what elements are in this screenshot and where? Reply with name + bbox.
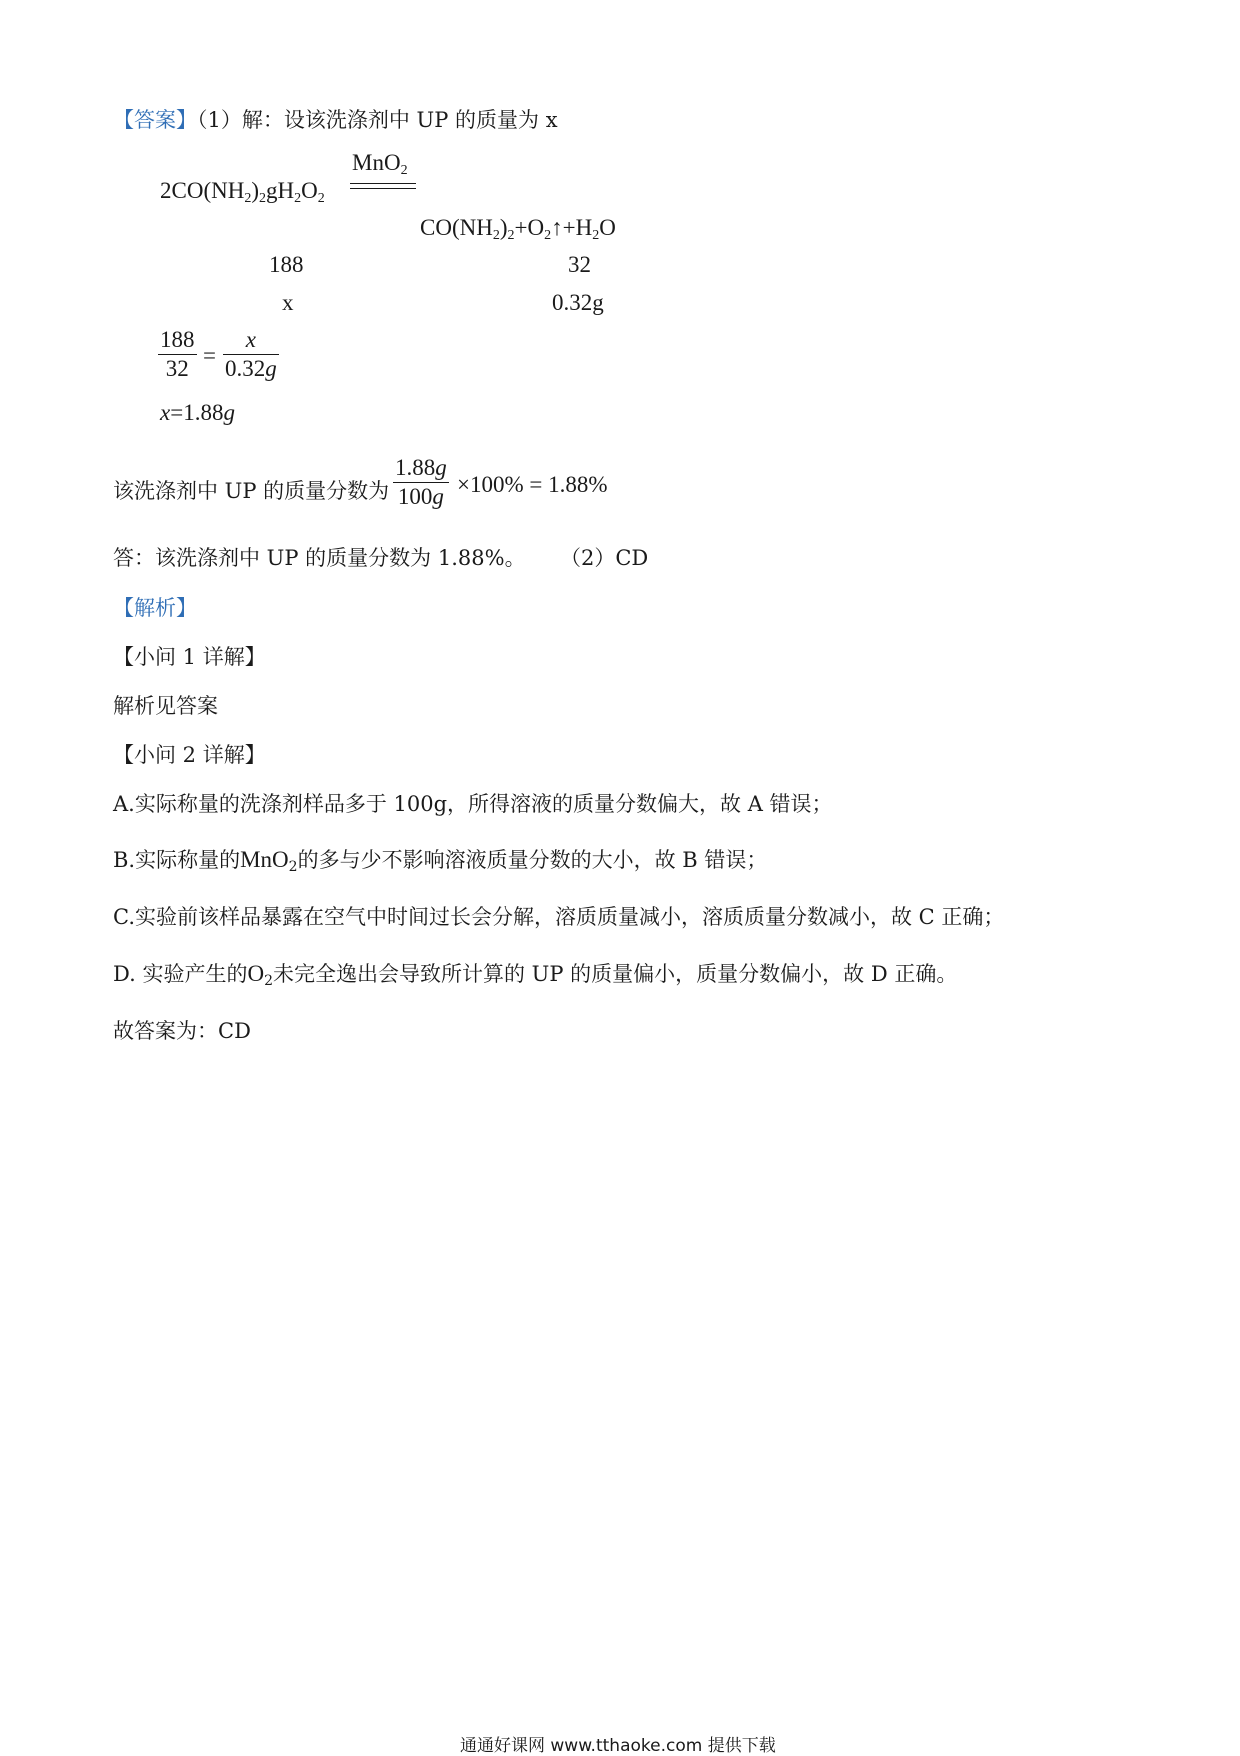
answer-heading [113,106,558,134]
reaction-equals-sign [350,183,416,189]
result-x: x=1.88g [160,400,235,425]
item-b: B.实际称量的MnO$_2$的多与少不影响溶液质量分数的大小，故 B 错误； [113,847,768,875]
q1-header: 【小问 1 详解】 [113,645,266,669]
mass-fraction-tail: ×100% = 1.88% [457,472,608,497]
mass-reactant: 188 [269,252,304,277]
item-d: D. 实验产生的$O_2$未完全逸出会导致所计算的 UP 的质量偏小，质量分数偏小，故 D 正确。 [113,961,958,989]
unknown-x: x [282,290,294,315]
footer-watermark: 通通好课网 www.tthaoke.com 提供下载 [460,1736,776,1756]
mass-fraction-fraction: 1.88g 100g [395,455,447,509]
final-answer: 故答案为：CD [113,1019,251,1043]
oxygen-mass-value: 0.32g [552,290,604,315]
catalyst-label: MnO$_2$ [352,150,408,178]
reactant-formula: $2CO(NH_2)_2gH_2O_2$ [160,178,325,206]
proportion-right-fraction: x 0.32g [225,327,277,381]
conclusion-text: 答：该洗涤剂中 UP 的质量分数为 1.88%。 [113,546,526,570]
part1-intro: （1）解：设该洗涤剂中 UP 的质量为 x [197,108,558,132]
mass-fraction-text: 该洗涤剂中 UP 的质量分数为 [113,479,390,503]
q2-header: 【小问 2 详解】 [113,743,266,767]
q1-body: 解析见答案 [113,694,218,718]
part2-answer: （2）CD [560,546,649,570]
answer-tag: 【答案】 [113,108,197,132]
proportion-equals: = [203,343,216,368]
mass-oxygen: 32 [568,252,591,277]
item-c: C.实验前该样品暴露在空气中时间过长会分解，溶质质量减小，溶质质量分数减小，故 C 正确； [113,905,1005,929]
analysis-tag: 【解析】 [113,596,197,620]
proportion-left-fraction: 188 32 [160,327,195,381]
products-formula: $CO(NH_2)_2+O_2↑+H_2O$ [420,215,616,243]
item-a: A.实际称量的洗涤剂样品多于 100g，所得溶液的质量分数偏大，故 A 错误； [113,792,833,816]
